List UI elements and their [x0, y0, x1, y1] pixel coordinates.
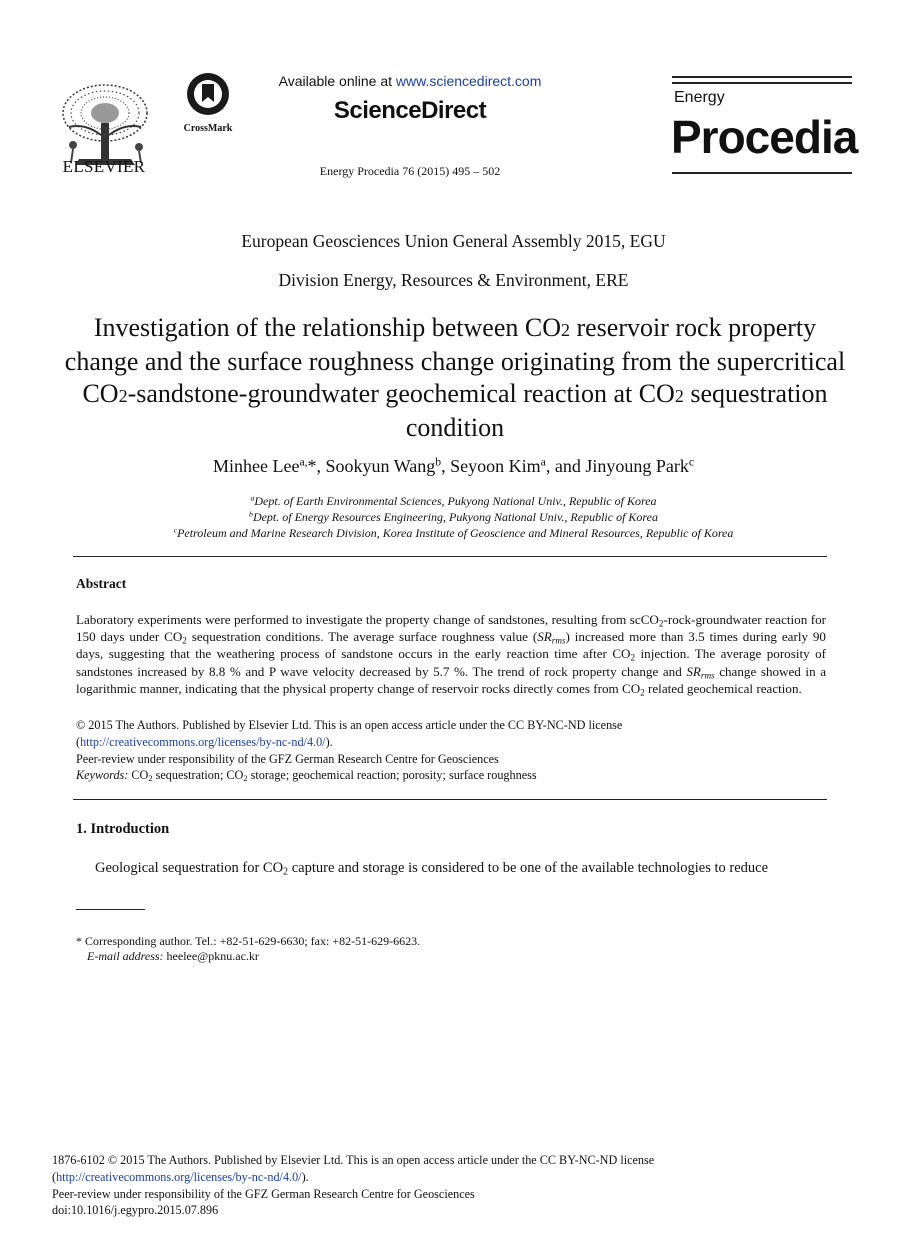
author-separator: , and: [545, 456, 586, 476]
author-name: Jinyoung Park: [585, 456, 689, 476]
crossmark-icon: [180, 72, 236, 120]
abstract-part: sequestration conditions. The average surface roughness value (: [186, 629, 538, 645]
crossmark-label: CrossMark: [183, 123, 233, 134]
crossmark-badge[interactable]: [180, 72, 236, 134]
abstract-top-rule: [73, 556, 827, 557]
email-address: heelee@pknu.ac.kr: [163, 949, 259, 963]
journal-reference: Energy Procedia 76 (2015) 495 – 502: [319, 164, 501, 178]
title-subscript: 2: [560, 320, 570, 340]
footer-peer-review: Peer-review under responsibility of the GFZ German Research Centre for Geosciences: [52, 1187, 475, 1201]
abstract-heading: Abstract: [76, 576, 127, 591]
section-heading: 1. Introduction: [76, 821, 170, 837]
affiliation-mark: b: [249, 509, 253, 519]
symbol-sr: SR: [686, 663, 701, 679]
keyword: storage; geochemical reaction; porosity; surface roughness: [247, 768, 537, 782]
corresponding-author-note: * Corresponding author. Tel.: +82-51-629-6630; fax: +82-51-629-6623.: [76, 934, 421, 948]
keywords-line: [76, 768, 826, 783]
abstract-part: ) increased more than 3.5 times during early 90 days, suggesting that the weathering process of sandstone occurs in the early reaction time after CO: [76, 629, 826, 662]
affiliation-mark: a: [250, 493, 255, 503]
author-separator: ,: [316, 456, 326, 476]
conference-division: Division Energy, Resources & Environment, ERE: [278, 270, 629, 290]
author-affil-mark: a: [540, 455, 546, 469]
footnote-rule: [76, 909, 145, 910]
footer-license: [52, 1170, 309, 1185]
abstract-part: injection. The average porosity of sandstones increased by 8.8 % and P wave velocity decreased by 5.7 %. The trend of rock property change and: [76, 646, 826, 679]
subscript: 2: [243, 773, 248, 784]
footer-copyright: 1876-6102 © 2015 The Authors. Published by Elsevier Ltd. This is an open access article under the CC BY-NC-ND license: [52, 1153, 655, 1167]
affiliation-text: Petroleum and Marine Research Division, Korea Institute of Geoscience and Mineral Resources, Republic of Korea: [177, 526, 734, 540]
journal-name-top: Energy: [674, 89, 725, 106]
abstract-part: change showed in a logarithmic manner, indicating that the physical property change of reservoir rocks directly comes from CO: [76, 663, 827, 696]
subscript: 2: [658, 618, 664, 629]
affiliation: [0, 494, 907, 509]
conference-name: European Geosciences Union General Assembly 2015, EGU: [241, 231, 666, 251]
sciencedirect-wordmark: ScienceDirect: [333, 97, 487, 124]
paren: ).: [325, 735, 333, 749]
abstract-text: [76, 611, 826, 697]
title-part: sequestration condition: [405, 379, 828, 442]
available-online-line: [250, 73, 570, 89]
author-affil-mark: b: [435, 455, 442, 469]
intro-text: Geological sequestration for CO: [95, 860, 284, 876]
keyword: CO: [128, 768, 149, 782]
title-subscript: 2: [674, 386, 684, 406]
sciencedirect-link[interactable]: www.sciencedirect.com: [395, 73, 542, 89]
procedia-top-rule-2: [672, 82, 852, 84]
email-note: [87, 949, 259, 964]
symbol-rms: rms: [551, 635, 566, 646]
journal-name-bottom: Procedia: [671, 111, 858, 163]
subscript: 2: [640, 687, 645, 698]
author-list: [0, 456, 907, 477]
author-affil-mark: c: [688, 455, 695, 469]
paren: (: [76, 735, 81, 749]
affiliation: [0, 526, 907, 541]
author-name: Seyoon Kim: [450, 456, 541, 476]
affiliation: [0, 510, 907, 525]
abstract-part: -rock-groundwater reaction for 150 days under CO: [76, 612, 827, 645]
abstract-part: related geochemical reaction.: [644, 680, 802, 696]
license-link[interactable]: http://creativecommons.org/licenses/by-nc-nd/4.0/: [80, 735, 326, 749]
keywords-label: Keywords:: [76, 768, 129, 782]
footer-license-link[interactable]: http://creativecommons.org/licenses/by-nc-nd/4.0/: [56, 1170, 302, 1184]
available-prefix: Available online at: [278, 73, 396, 89]
author-name: Minhee Lee: [212, 456, 300, 476]
subscript: 2: [630, 652, 636, 663]
keyword: sequestration; CO: [152, 768, 244, 782]
intro-text: capture and storage is considered to be one of the available technologies to reduce: [288, 860, 769, 876]
author-affil-mark: a,: [299, 455, 308, 469]
license-link-line: [76, 735, 826, 750]
paren: ).: [301, 1170, 309, 1184]
paper-title: [60, 312, 850, 444]
affiliation-text: Dept. of Energy Resources Engineering, Pukyong National Univ., Republic of Korea: [252, 510, 658, 524]
symbol-rms: rms: [700, 669, 715, 680]
peer-review-line: Peer-review under responsibility of the GFZ German Research Centre for Geosciences: [76, 752, 499, 766]
footer-doi: doi:10.1016/j.egypro.2015.07.896: [52, 1203, 219, 1217]
author-separator: ,: [441, 456, 451, 476]
author-name: Sookyun Wang: [325, 456, 436, 476]
title-part: reservoir rock property change and the surface roughness change originating from the supercritical CO: [64, 313, 846, 408]
email-label: E-mail address:: [87, 949, 164, 963]
affiliation-mark: c: [173, 525, 178, 535]
procedia-bottom-rule: [672, 172, 852, 174]
affiliation-text: Dept. of Earth Environmental Sciences, Pukyong National Univ., Republic of Korea: [254, 494, 657, 508]
corresponding-mark: *: [307, 456, 317, 476]
license-line: © 2015 The Authors. Published by Elsevier Ltd. This is an open access article under the CC BY-NC-ND license: [76, 718, 623, 732]
paren: (: [52, 1170, 57, 1184]
subscript: 2: [182, 635, 187, 646]
subscript: 2: [148, 773, 153, 784]
title-subscript: 2: [118, 386, 128, 406]
title-part: -sandstone-groundwater geochemical reaction at CO: [127, 379, 675, 408]
elsevier-wordmark: ELSEVIER: [62, 157, 146, 176]
subscript: 2: [283, 866, 289, 878]
symbol-sr: SR: [537, 629, 552, 645]
abstract-bottom-rule: [73, 799, 827, 800]
abstract-part: Laboratory experiments were performed to investigate the property change of sandstones, resulting from scCO: [76, 612, 659, 627]
procedia-top-rule: [672, 76, 852, 78]
title-part: Investigation of the relationship between CO: [93, 313, 561, 342]
intro-paragraph: [95, 860, 827, 877]
